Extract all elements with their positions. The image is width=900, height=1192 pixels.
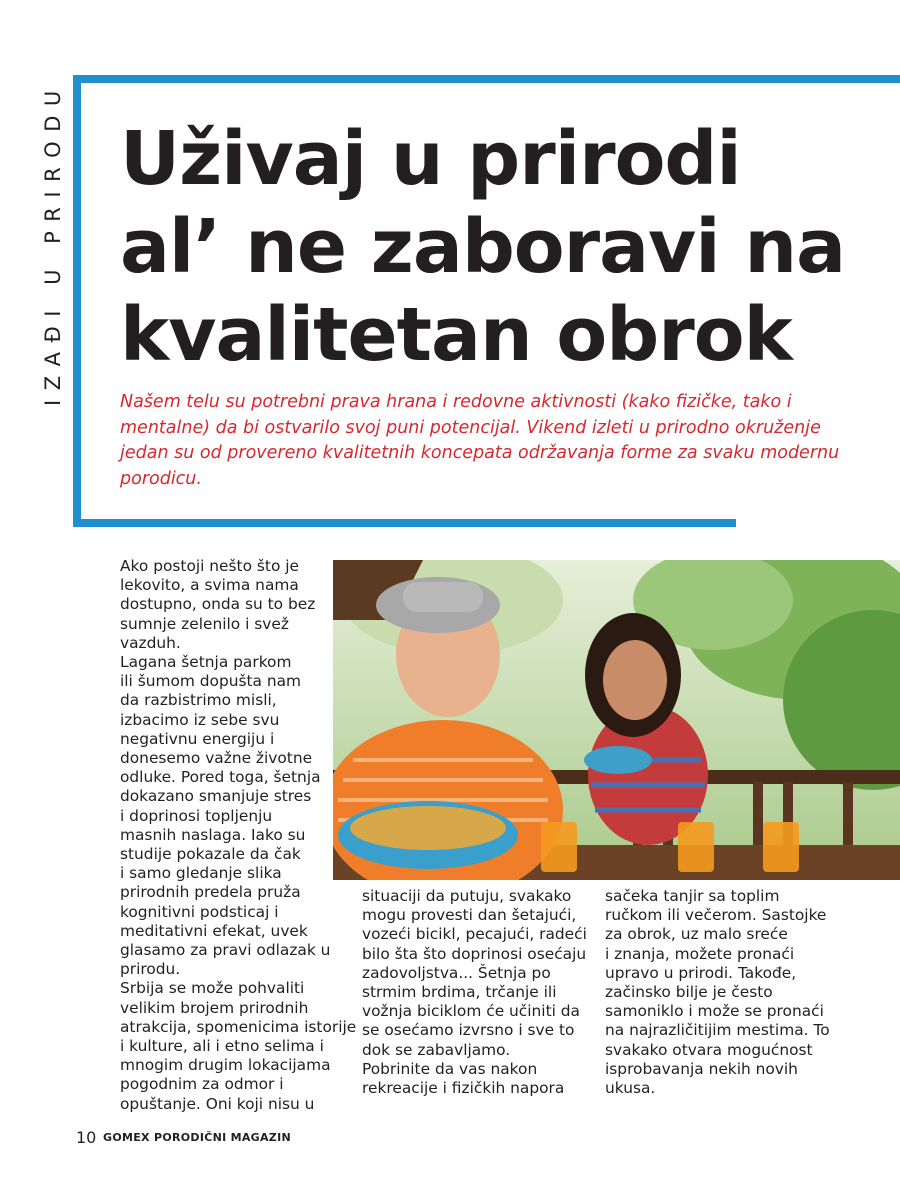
text-line: vazduh. bbox=[120, 633, 181, 652]
text-line: situaciji da putuju, svakako bbox=[362, 887, 572, 905]
text-line: odluke. Pored toga, šetnja bbox=[120, 768, 321, 787]
frame-bottom-border bbox=[73, 519, 736, 527]
text-line: dok se zabavljamo. bbox=[362, 1040, 511, 1059]
text-line: Ako postoji nešto što je bbox=[120, 557, 299, 575]
text-line: ručkom ili večerom. Sastojke bbox=[605, 906, 827, 925]
text-line: samoniklo i može se pronaći bbox=[605, 1002, 824, 1021]
text-line: ukusa. bbox=[605, 1079, 656, 1098]
magazine-name: GOMEX PORODIČNI MAGAZIN bbox=[103, 1131, 291, 1144]
text-line: donesemo važne životne bbox=[120, 749, 313, 768]
text-line: negativnu energiju i bbox=[120, 729, 275, 748]
text-line: atrakcija, spomenicima istorije bbox=[120, 1017, 357, 1036]
text-line: vozeći bicikl, pecajući, radeći bbox=[362, 925, 587, 944]
text-line: kognitivni podsticaj i bbox=[120, 902, 279, 921]
text-line: isprobavanja nekih novih bbox=[605, 1059, 798, 1078]
text-line: zadovoljstva... Šetnja po bbox=[362, 963, 551, 982]
text-line: prirodu. bbox=[120, 960, 181, 979]
headline-line: Uživaj u prirodi bbox=[120, 116, 741, 202]
text-line: se osećamo izvrsno i sve to bbox=[362, 1021, 575, 1040]
text-line: i samo gledanje slika bbox=[120, 864, 282, 883]
text-line: i kulture, ali i etno selima i bbox=[120, 1037, 324, 1056]
text-line: upravo u prirodi. Takođe, bbox=[605, 963, 797, 982]
headline-line: al’ ne zaboravi na bbox=[120, 204, 846, 290]
text-line: glasamo za pravi odlazak u bbox=[120, 941, 331, 960]
section-label: IZAĐI U PRIRODU bbox=[41, 81, 65, 406]
text-line: velikim brojem prirodnih bbox=[120, 998, 309, 1017]
text-line: bilo šta što doprinosi osećaju bbox=[362, 944, 587, 963]
text-line: meditativni efekat, uvek bbox=[120, 921, 308, 940]
text-line: prirodnih predela pruža bbox=[120, 883, 301, 902]
frame-left-border bbox=[73, 75, 81, 527]
text-line: ili šumom dopušta nam bbox=[120, 672, 302, 691]
page-number: 10 bbox=[76, 1128, 97, 1147]
text-column-2 bbox=[362, 887, 592, 1098]
text-line: na najrazličitijim mestima. To bbox=[605, 1021, 830, 1040]
text-line: vožnja biciklom će učiniti da bbox=[362, 1002, 580, 1021]
headline-line: kvalitetan obrok bbox=[120, 292, 792, 378]
text-line: dostupno, onda su to bez bbox=[120, 595, 316, 614]
lead-paragraph: Našem telu su potrebni prava hrana i redovne aktivnosti (kako fizičke, tako i mentalne) da bi ostvarilo svoj puni potencijal. Vikend izleti u prirodno okruženje jedan su od provereno kvalitetnih koncepata održavanja forme za svaku modernu porodicu. bbox=[120, 392, 840, 489]
text-column-1 bbox=[120, 557, 357, 1114]
text-line: Lagana šetnja parkom bbox=[120, 653, 292, 672]
photo-couple-eating bbox=[333, 560, 900, 880]
text-line: i doprinosi topljenju bbox=[120, 806, 273, 825]
text-line: i znanja, možete pronaći bbox=[605, 944, 795, 963]
headline bbox=[120, 115, 890, 379]
text-line: studije pokazale da čak bbox=[120, 845, 301, 864]
text-line: pogodnim za odmor i bbox=[120, 1075, 284, 1094]
frame-top-border bbox=[73, 75, 900, 83]
text-line: masnih naslaga. Iako su bbox=[120, 825, 306, 844]
text-line: izbacimo iz sebe svu bbox=[120, 710, 280, 729]
text-line: Pobrinite da vas nakon bbox=[362, 1059, 538, 1078]
text-line: dokazano smanjuje stres bbox=[120, 787, 312, 806]
text-line: opuštanje. Oni koji nisu u bbox=[120, 1094, 315, 1113]
text-line: za obrok, uz malo sreće bbox=[605, 925, 788, 944]
text-line: sumnje zelenilo i svež bbox=[120, 614, 289, 633]
text-line: da razbistrimo misli, bbox=[120, 691, 277, 710]
text-line: strmim brdima, trčanje ili bbox=[362, 983, 557, 1002]
text-line: začinsko bilje je često bbox=[605, 983, 773, 1002]
text-line: rekreacije i fizičkih napora bbox=[362, 1079, 565, 1098]
text-line: mnogim drugim lokacijama bbox=[120, 1056, 331, 1075]
text-column-3 bbox=[605, 887, 845, 1098]
text-line: sačeka tanjir sa toplim bbox=[605, 887, 780, 905]
text-line: Srbija se može pohvaliti bbox=[120, 979, 305, 998]
text-line: mogu provesti dan šetajući, bbox=[362, 906, 577, 925]
text-line: lekovito, a svima nama bbox=[120, 576, 299, 595]
text-line: svakako otvara mogućnost bbox=[605, 1040, 813, 1059]
